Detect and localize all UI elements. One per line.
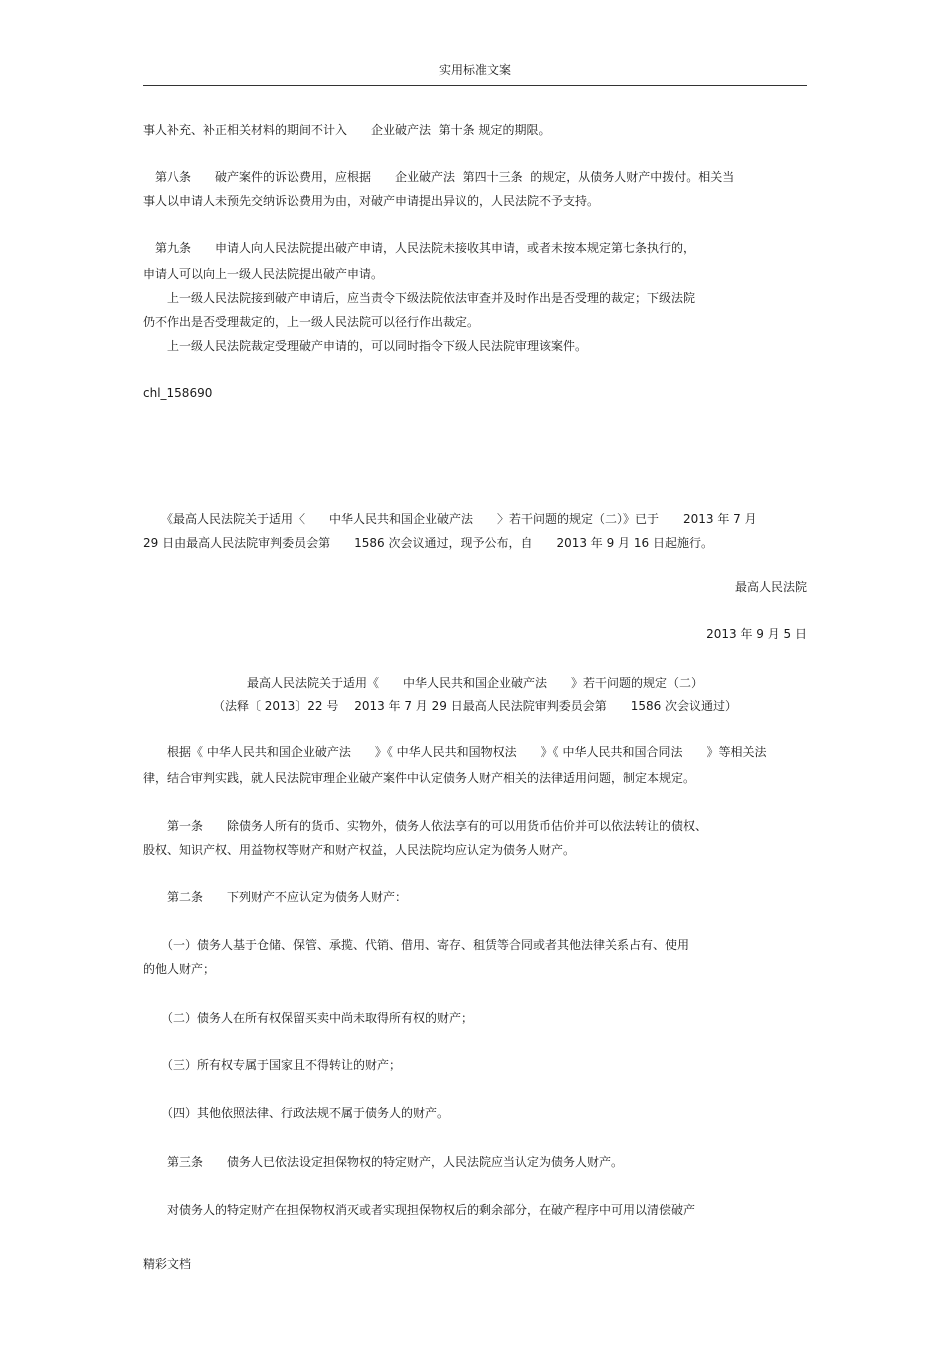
article-9-line-2: 申请人可以向上一级人民法院提出破产申请。 <box>143 267 384 281</box>
item-1-line-2: 的他人财产； <box>143 962 216 976</box>
issue-date: 2013 年 9 月 5 日 <box>706 627 807 641</box>
header-rule <box>143 85 807 86</box>
announcement-line-1: 《最高人民法院关于适用〈 中华人民共和国企业破产法 〉若干问题的规定（二）》已于 2013 年 7 月 <box>143 512 757 526</box>
text-line: 事人补充、补正相关材料的期间不计入 企业破产法 第十条 规定的期限。 <box>143 123 551 137</box>
article-9-line-3: 上一级人民法院接到破产申请后，应当责令下级法院依法审查并及时作出是否受理的裁定；下级法院 <box>143 291 696 305</box>
regulation-subtitle: （法释〔 2013〕22 号 2013 年 7 月 29 日最高人民法院审判委员会第 1586 次会议通过） <box>212 699 738 713</box>
article-1-line-1: 第一条 除债务人所有的货币、实物外，债务人依法享有的可以用货币估价并可以依法转让的债权、 <box>143 819 708 833</box>
article-9-line-1: 第九条 申请人向人民法院提出破产申请，人民法院未接收其申请，或者未按本规定第七条执行的， <box>143 241 696 255</box>
article-8-line-2: 事人以申请人未预先交纳诉讼费用为由，对破产申请提出异议的，人民法院不予支持。 <box>143 194 600 208</box>
article-9-line-5: 上一级人民法院裁定受理破产申请的，可以同时指令下级人民法院审理该案件。 <box>143 339 588 353</box>
article-3-para-2-line: 对债务人的特定财产在担保物权消灭或者实现担保物权后的剩余部分，在破产程序中可用以清偿破产 <box>143 1203 696 1217</box>
article-3-line: 第三条 债务人已依法设定担保物权的特定财产，人民法院应当认定为债务人财产。 <box>143 1155 624 1169</box>
page-footer: 精彩文档 <box>143 1257 192 1271</box>
item-3-line: （三）所有权专属于国家且不得转让的财产； <box>143 1058 402 1072</box>
issuer-name: 最高人民法院 <box>734 580 807 594</box>
preamble-line-1: 根据《 中华人民共和国企业破产法 》《 中华人民共和国物权法 》《 中华人民共和国合同法 》等相关法 <box>143 745 767 759</box>
item-4-line: （四）其他依照法律、行政法规不属于债务人的财产。 <box>143 1106 450 1120</box>
preamble-line-2: 律，结合审判实践，就人民法院审理企业破产案件中认定债务人财产相关的法律适用问题，制定本规定。 <box>143 771 696 785</box>
announcement-line-2: 29 日由最高人民法院审判委员会第 1586 次会议通过，现予公布，自 2013 年 9 月 16 日起施行。 <box>143 536 713 550</box>
item-1-line-1: （一）债务人基于仓储、保管、承揽、代销、借用、寄存、租赁等合同或者其他法律关系占有、使用 <box>143 938 690 952</box>
article-1-line-2: 股权、知识产权、用益物权等财产和财产权益，人民法院均应认定为债务人财产。 <box>143 843 576 857</box>
item-2-line: （二）债务人在所有权保留买卖中尚未取得所有权的财产； <box>143 1011 474 1025</box>
article-9-line-4: 仍不作出是否受理裁定的，上一级人民法院可以径行作出裁定。 <box>143 315 480 329</box>
article-2-line: 第二条 下列财产不应认定为债务人财产： <box>143 890 408 904</box>
article-8-line-1: 第八条 破产案件的诉讼费用，应根据 企业破产法 第四十三条 的规定，从债务人财产中拨付。相关当 <box>143 170 735 184</box>
page-header-title: 实用标准文案 <box>438 63 511 77</box>
regulation-title: 最高人民法院关于适用《 中华人民共和国企业破产法 》若干问题的规定（二） <box>246 676 703 690</box>
document-code: chl_158690 <box>143 386 213 400</box>
